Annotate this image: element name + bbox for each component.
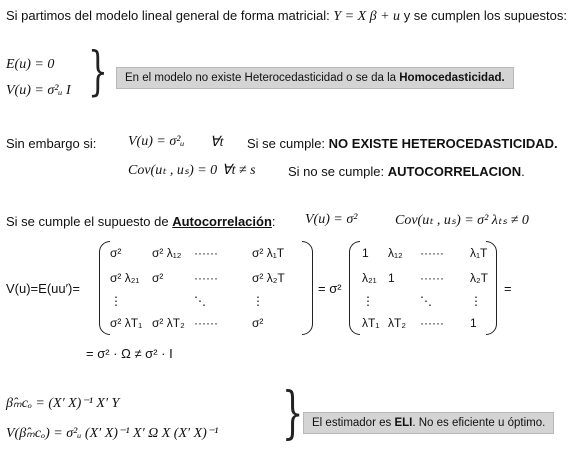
matrix1-left-paren: [99, 241, 110, 335]
forall-ts: ∀t ≠ s: [222, 163, 256, 178]
ols-estimator: β̂ₘcₒ = (X′ X)⁻¹ X′ Y: [6, 396, 120, 411]
m1-cell-r4-c3: ······: [194, 316, 218, 330]
homocedasticity-note: [116, 67, 514, 89]
right-brace-icon: }: [88, 42, 108, 102]
nocumple-dot: .: [521, 164, 525, 179]
nocumple-bold: AUTOCORRELACION: [387, 164, 522, 179]
m2-cell-r4-c2: λT₂: [388, 316, 406, 330]
intro-text: Si partimos del modelo lineal general de forma matricial:: [6, 8, 330, 23]
m2-cell-r4-c3: ······: [420, 316, 444, 330]
model-equation: Y = X β + u: [333, 9, 401, 24]
homo-variance-equation: V(u) = σ²ᵤ: [128, 134, 185, 149]
eli-note: [303, 412, 554, 434]
sin-embargo-label: Sin embargo si:: [6, 136, 97, 151]
m1-cell-r2-c1: σ² λ₂₁: [110, 271, 140, 285]
cumple-bold: NO EXISTE HETEROCEDASTICIDAD.: [328, 136, 558, 151]
matrix-lhs: V(u)=E(uu′)=: [6, 281, 80, 296]
m2-cell-r1-c3: ······: [420, 246, 444, 260]
nocumple-text: Si no se cumple:: [288, 164, 388, 179]
m1-cell-r2-c3: ······: [194, 271, 218, 285]
m2-cell-r1-c1: 1: [362, 246, 369, 260]
m1-cell-r4-c2: σ² λT₂: [152, 316, 185, 330]
homocedasticity-bold: Homocedasticidad.: [399, 72, 505, 84]
intro-tail: y se cumplen los supuestos:: [403, 8, 567, 23]
m2-cell-r3-c4: ⋮: [470, 294, 482, 308]
m1-cell-r1-c1: σ²: [110, 246, 122, 260]
autocorr-bold: Autocorrelación: [172, 214, 272, 229]
m1-cell-r3-c4: ⋮: [252, 294, 264, 308]
matrix2-right-paren: [486, 241, 497, 335]
eli-pre: El estimador es: [312, 417, 395, 429]
m2-cell-r3-c3: ⋱: [420, 294, 432, 308]
matrix2-left-paren: [349, 241, 360, 335]
intro-line: [6, 8, 567, 25]
m1-cell-r4-c1: σ² λT₁: [110, 316, 143, 330]
autocorr-line: [6, 214, 276, 229]
right-brace-icon: }: [282, 381, 304, 446]
m1-cell-r2-c4: σ² λ₂T: [252, 271, 285, 285]
m2-cell-r4-c4: 1: [470, 316, 477, 330]
m1-cell-r1-c2: σ² λ₁₂: [152, 246, 182, 260]
cumple-line: [247, 136, 558, 151]
matrix-end: =: [504, 281, 512, 296]
autocorr-covariance: Cov(uₜ , uₛ) = σ² λₜₛ ≠ 0: [395, 213, 529, 228]
ols-variance: V(β̂ₘcₒ) = σ²ᵤ (X′ X)⁻¹ X′ Ω X (X′ X)⁻¹: [6, 426, 219, 441]
m2-cell-r2-c4: λ₂T: [470, 271, 488, 285]
covariance-equation: Cov(uₜ , uₛ) = 0: [128, 163, 218, 178]
m2-cell-r1-c2: λ₁₂: [388, 246, 403, 260]
omega-result: = σ² · Ω ≠ σ² · I: [86, 346, 173, 361]
nocumple-line: [288, 164, 525, 179]
forall-t: ∀t: [210, 135, 224, 150]
m2-cell-r1-c4: λ₁T: [470, 246, 488, 260]
m2-cell-r2-c1: λ₂₁: [362, 271, 377, 285]
m1-cell-r4-c4: σ²: [252, 316, 264, 330]
m1-cell-r1-c3: ······: [194, 246, 218, 260]
m2-cell-r2-c3: ······: [420, 271, 444, 285]
m1-cell-r3-c3: ⋱: [194, 294, 206, 308]
autocorr-variance: V(u) = σ²: [305, 212, 358, 227]
m2-cell-r2-c2: 1: [388, 271, 395, 285]
eli-post: . No es eficiente u óptimo.: [412, 417, 546, 429]
m1-cell-r1-c4: σ² λ₁T: [252, 246, 285, 260]
autocorr-text: Si se cumple el supuesto de: [6, 214, 173, 229]
autocorr-colon: :: [271, 214, 276, 229]
matrix1-right-paren: [302, 241, 313, 335]
m2-cell-r4-c1: λT₁: [362, 316, 380, 330]
eli-bold: ELI: [394, 417, 413, 429]
m1-cell-r3-c1: ⋮: [110, 294, 122, 308]
homocedasticity-text: En el modelo no existe Heterocedasticidad o se da la: [125, 72, 400, 84]
matrix-mid: = σ²: [318, 281, 342, 296]
variance-equation: V(u) = σ²ᵤ I: [6, 83, 71, 98]
cumple-text: Si se cumple:: [247, 136, 329, 151]
m1-cell-r2-c2: σ²: [152, 271, 164, 285]
expectation-equation: E(u) = 0: [6, 57, 55, 72]
m2-cell-r3-c1: ⋮: [362, 294, 374, 308]
